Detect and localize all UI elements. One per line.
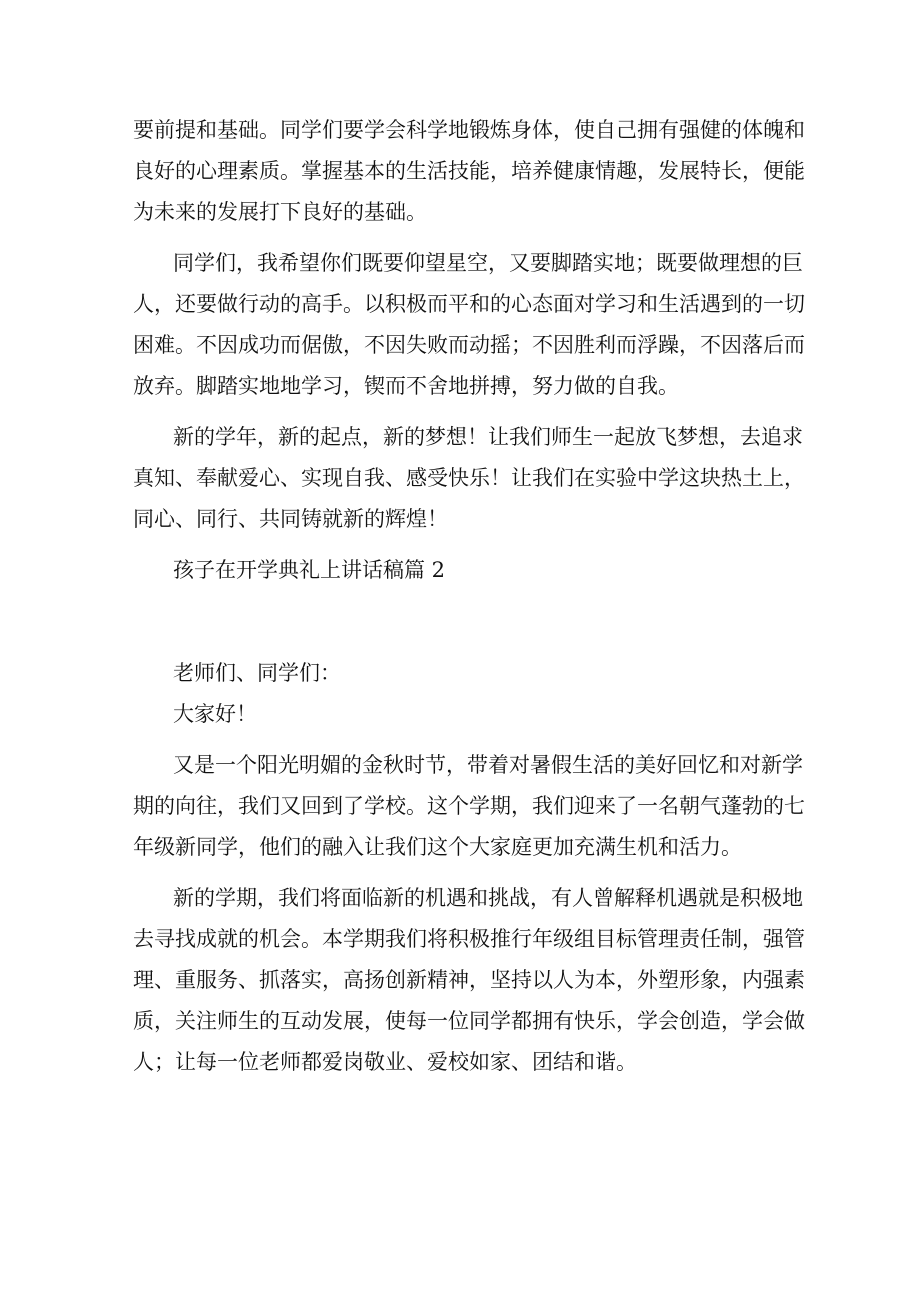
paragraph-5 [133, 878, 805, 1083]
text-line: 年级新同学，他们的融入让我们这个大家庭更加充满生机和活力。 [133, 835, 742, 859]
text-line: 良好的心理素质。掌握基本的生活技能，培养健康情趣，发展特长，便能 [133, 159, 805, 183]
hello-line: 大家好！ [173, 702, 257, 726]
text-line: 同心、同行、共同铸就新的辉煌！ [133, 507, 448, 531]
paragraph-2 [133, 243, 805, 407]
paragraph-4 [133, 745, 805, 868]
text-line: 人，还要做行动的高手。以积极而平和的心态面对学习和生活遇到的一切 [133, 292, 805, 316]
text-line: 困难。不因成功而倨傲，不因失败而动摇；不因胜利而浮躁，不因落后而 [133, 333, 805, 357]
text-line: 同学们，我希望你们既要仰望星空，又要脚踏实地；既要做理想的巨 [173, 251, 803, 275]
text-line: 质，关注师生的互动发展，使每一位同学都拥有快乐，学会创造，学会做 [133, 1009, 805, 1033]
text-line: 理、重服务、抓落实，高扬创新精神，坚持以人为本，外塑形象，内强素 [133, 968, 805, 992]
paragraph-3 [133, 417, 805, 540]
text-line: 要前提和基础。同学们要学会科学地锻炼身体，使自己拥有强健的体魄和 [133, 118, 805, 142]
section-title: 孩子在开学典礼上讲话稿篇 2 [173, 558, 446, 582]
document-body [133, 110, 805, 1093]
text-line: 人；让每一位老师都爱岗敬业、爱校如家、团结和谐。 [133, 1050, 637, 1074]
text-line: 去寻找成就的机会。本学期我们将积极推行年级组目标管理责任制，强管 [133, 927, 805, 951]
greeting: 老师们、同学们： [173, 661, 341, 685]
text-line: 新的学年，新的起点，新的梦想！让我们师生一起放飞梦想，去追求 [173, 425, 803, 449]
paragraph-1 [133, 110, 805, 233]
text-line: 新的学期，我们将面临新的机遇和挑战，有人曾解释机遇就是积极地 [173, 886, 803, 910]
text-line: 为未来的发展打下良好的基础。 [133, 200, 427, 224]
text-line: 又是一个阳光明媚的金秋时节，带着对暑假生活的美好回忆和对新学 [173, 753, 803, 777]
text-line: 真知、奉献爱心、实现自我、感受快乐！让我们在实验中学这块热土上， [133, 466, 805, 490]
text-line: 放弃。脚踏实地地学习，锲而不舍地拼搏，努力做的自我。 [133, 374, 679, 398]
text-line: 期的向往，我们又回到了学校。这个学期，我们迎来了一名朝气蓬勃的七 [133, 794, 805, 818]
